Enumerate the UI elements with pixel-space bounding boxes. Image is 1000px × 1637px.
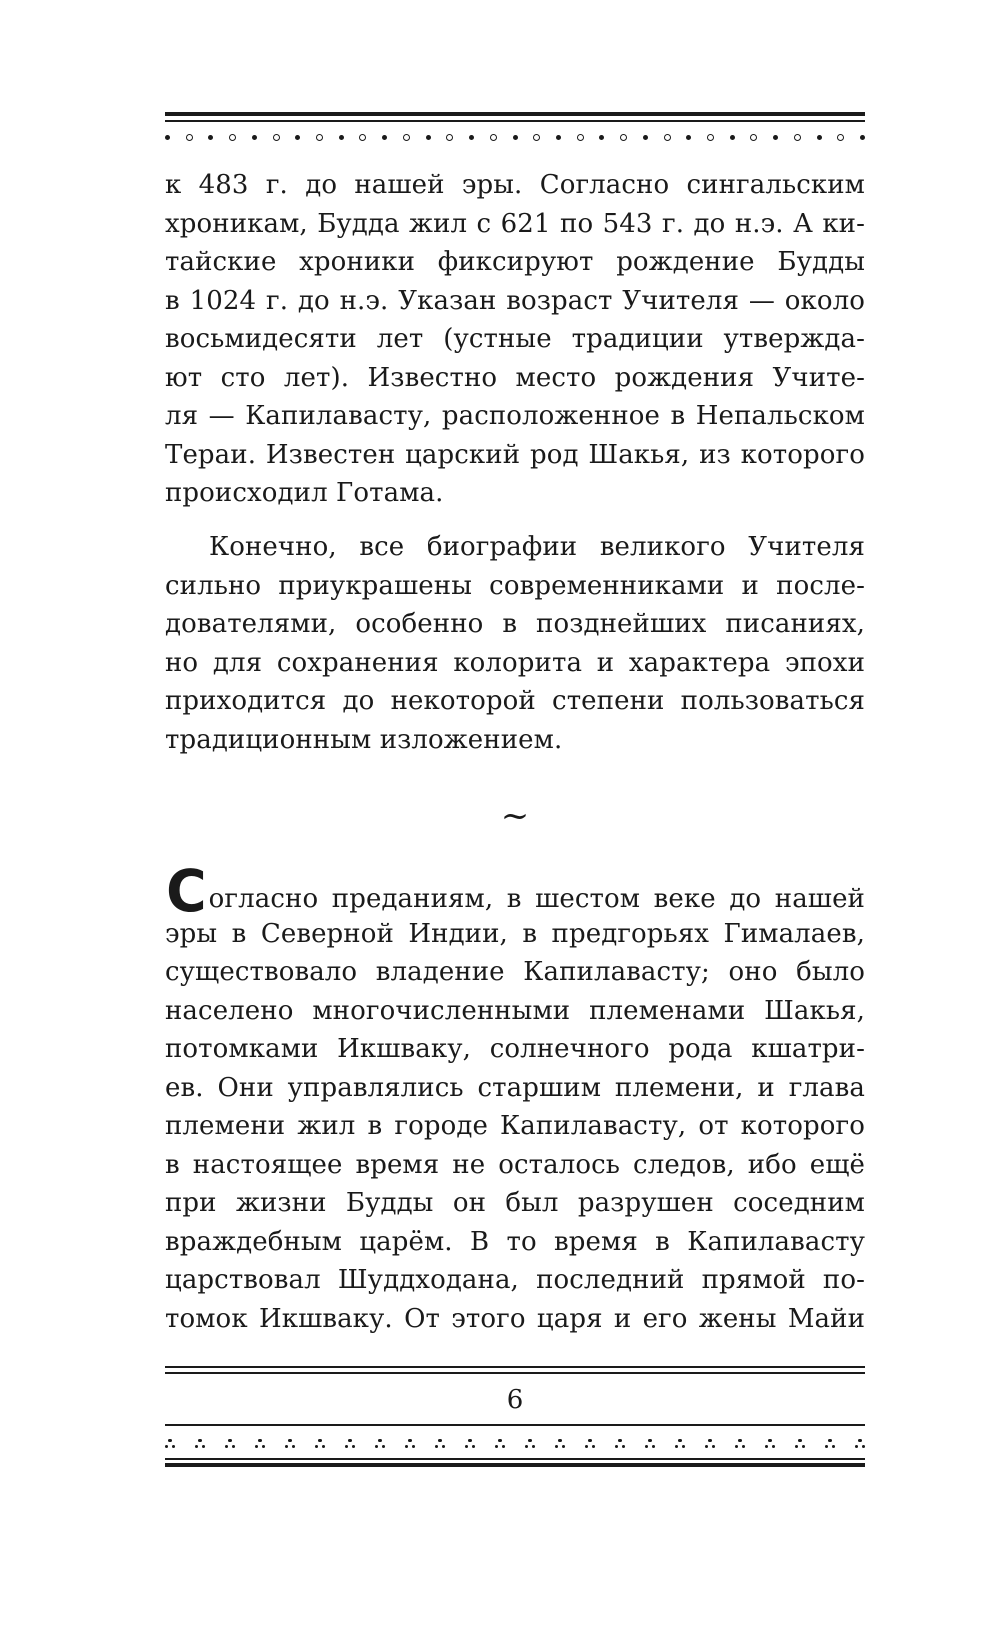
first-line-text: огласно преданиям, в шестом веке до нашей — [208, 884, 865, 914]
header-rule-thin — [165, 120, 865, 122]
text-line: ют сто лет). Известно место рождения Учите- — [165, 362, 865, 393]
paragraph-1 — [165, 166, 865, 513]
book-page — [165, 0, 865, 1637]
text-line: сильно приукрашены современниками и после- — [165, 570, 865, 601]
paragraph-3 — [165, 857, 865, 1338]
text-line: к 483 г. до нашей эры. Согласно сингальским — [165, 170, 865, 200]
text-line: дователями, особенно в позднейших писаниях, — [165, 609, 865, 639]
footer-dot-ornament — [165, 1437, 865, 1451]
header-dot-ornament — [165, 131, 865, 143]
text-line: Тераи. Известен царский род Шакья, из которого — [165, 439, 865, 470]
text-line: враждебным царём. В то время в Капилавасту — [165, 1226, 865, 1257]
text-line: в настоящее время не осталось следов, ибо ещё — [165, 1149, 865, 1180]
text-line: существовало владение Капилавасту; оно было — [165, 957, 865, 987]
section-divider: ~ — [500, 796, 530, 836]
footer-rule-thick — [165, 1463, 865, 1467]
text-line: при жизни Будды он был разрушен соседним — [165, 1188, 865, 1218]
footer-rule-thin-1 — [165, 1366, 865, 1368]
header-rule-thick — [165, 112, 865, 116]
text-line: ля — Капилавасту, расположенное в Непальском — [165, 401, 865, 431]
text-line: тайские хроники фиксируют рождение Будды — [165, 247, 865, 277]
text-line: томок Икшваку. От этого царя и его жены Майи — [165, 1303, 865, 1334]
text-line: царствовал Шуддходана, последний прямой по- — [165, 1265, 865, 1295]
footer-rule-thin-4 — [165, 1458, 865, 1460]
footer-rule-thin-2 — [165, 1372, 865, 1374]
text-line: традиционным изложением. — [165, 724, 563, 755]
text-line — [165, 857, 865, 925]
text-line: населено многочисленными племенами Шакья, — [165, 995, 865, 1026]
text-line: ев. Они управлялись старшим племени, и глава — [165, 1072, 865, 1103]
text-line: потомками Икшваку, солнечного рода кшатри- — [165, 1034, 865, 1064]
page-number: 6 — [506, 1385, 524, 1415]
text-line: восьмидесяти лет (устные традиции утвержда- — [165, 324, 865, 354]
text-line: Конечно, все биографии великого Учителя — [209, 532, 865, 562]
text-line: происходил Готама. — [165, 478, 444, 508]
text-line: эры в Северной Индии, в предгорьях Гималаев, — [165, 918, 865, 949]
footer-rule-thin-3 — [165, 1424, 865, 1426]
text-line: хроникам, Будда жил с 621 по 543 г. до н.э. А ки- — [165, 208, 865, 239]
text-line: но для сохранения колорита и характера эпохи — [165, 647, 865, 678]
text-line: племени жил в городе Капилавасту, от которого — [165, 1111, 865, 1141]
text-line: в 1024 г. до н.э. Указан возраст Учителя — около — [165, 285, 865, 316]
drop-cap: С — [166, 857, 207, 925]
text-line: приходится до некоторой степени пользоваться — [165, 686, 865, 716]
paragraph-2 — [165, 528, 865, 759]
